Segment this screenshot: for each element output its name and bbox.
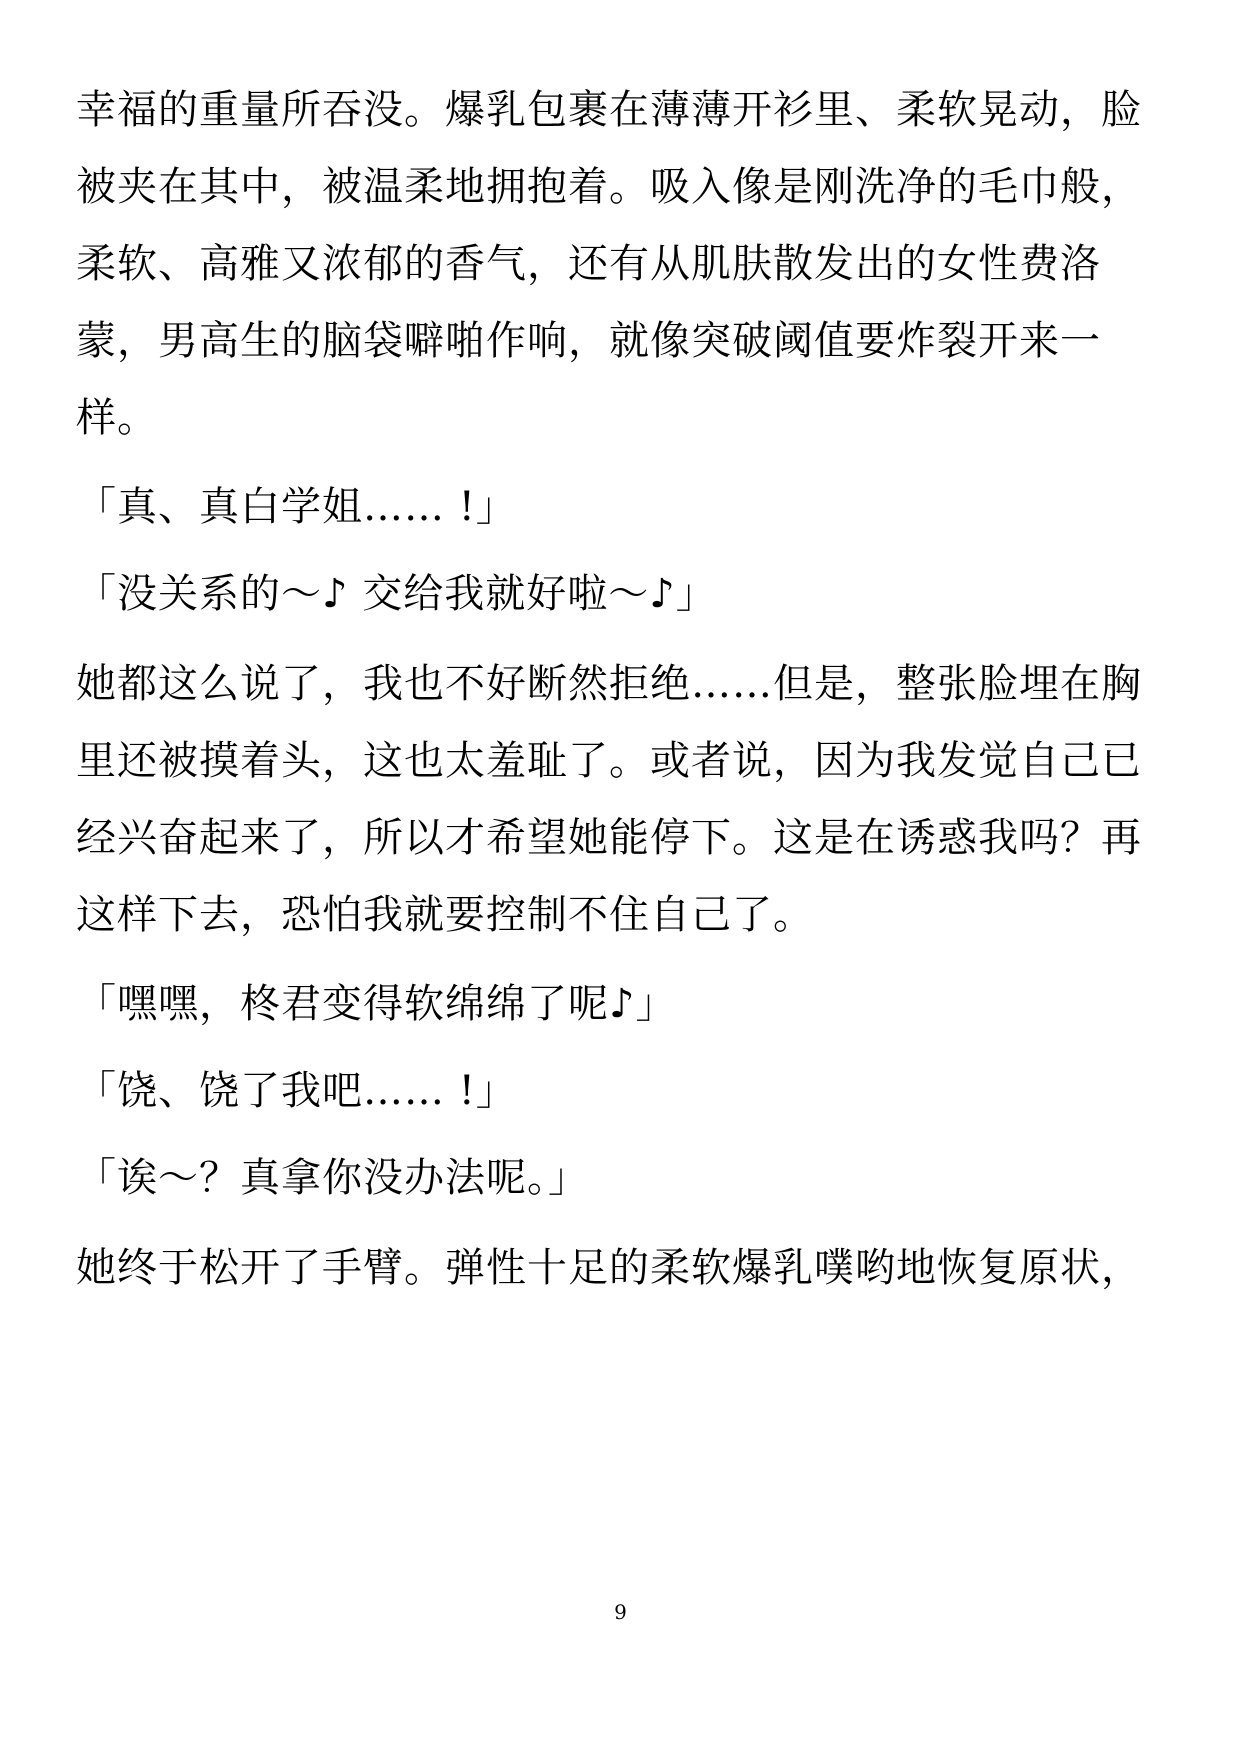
dialogue-line: 「真、真白学姐…… !」: [76, 484, 517, 530]
dialogue-line: 「诶～？真拿你没办法呢。」: [76, 1155, 589, 1201]
dialogue-line: 「没关系的～♪ 交给我就好啦～♪」: [76, 571, 717, 617]
text-line: 里还被摸着头，这也太羞耻了。或者说，因为我发觉自己已: [76, 738, 1142, 784]
text-line: 她都这么说了，我也不好断然拒绝……但是，整张脸埋在胸: [76, 661, 1142, 707]
page-number: 9: [614, 1600, 627, 1624]
dialogue-line: 「嘿嘿，柊君变得软绵绵了呢♪」: [76, 981, 677, 1027]
text-line: 样。: [76, 395, 158, 441]
text-line: 经兴奋起来了，所以才希望她能停下。这是在诱惑我吗？再: [76, 815, 1142, 861]
text-line: 这样下去，恐怕我就要控制不住自己了。: [76, 892, 814, 938]
text-line: 柔软、高雅又浓郁的香气，还有从肌肤散发出的女性费洛: [76, 241, 1101, 287]
text-line: 被夹在其中，被温柔地拥抱着。吸入像是刚洗净的毛巾般，: [76, 164, 1142, 210]
text-line: 她终于松开了手臂。弹性十足的柔软爆乳噗哟地恢复原状，: [76, 1245, 1142, 1291]
text-line: 幸福的重量所吞没。爆乳包裹在薄薄开衫里、柔软晃动，脸: [76, 87, 1142, 133]
text-line: 蒙，男高生的脑袋噼啪作响，就像突破阈值要炸裂开来一: [76, 318, 1101, 364]
dialogue-line: 「饶、饶了我吧…… !」: [76, 1068, 517, 1114]
